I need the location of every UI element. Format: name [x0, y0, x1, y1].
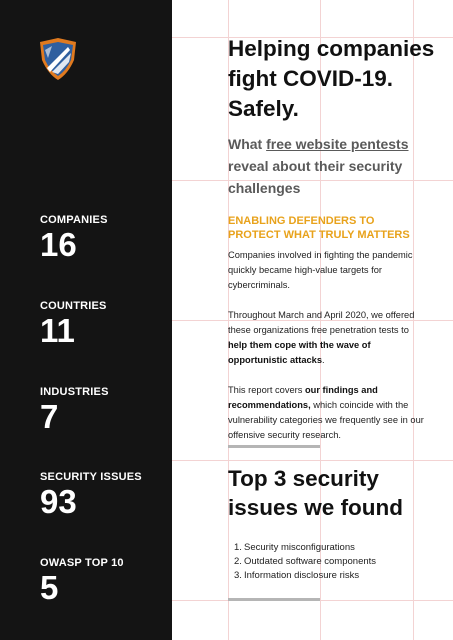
- stat-countries: [40, 300, 107, 348]
- shield-logo-icon: [38, 38, 78, 80]
- paragraph-text: which coincide with the vulnerability categories we frequently see in our offensive security research.: [228, 400, 424, 440]
- tagline: ENABLING DEFENDERS TO PROTECT WHAT TRULY MATTERS: [228, 215, 410, 241]
- paragraph: Companies involved in fighting the pandemic quickly became high-value targets for cybercriminals.: [228, 250, 413, 290]
- list-item: [234, 541, 376, 555]
- list-number: 2.: [234, 556, 242, 567]
- list-item: [234, 555, 376, 569]
- issues-list: [234, 541, 376, 583]
- stat-companies: [40, 214, 108, 262]
- stat-value: 5: [40, 569, 59, 606]
- stat-label: INDUSTRIES: [40, 386, 109, 398]
- list-number: 1.: [234, 542, 242, 553]
- stat-value: 11: [40, 312, 75, 349]
- list-text: Outdated software components: [244, 556, 377, 567]
- stat-value: 93: [40, 483, 77, 520]
- issues-heading: Top 3 security issues we found: [228, 466, 404, 520]
- page-subtitle: [228, 133, 428, 199]
- page-title: Helping companies fight COVID-19. Safely.: [228, 36, 435, 121]
- paragraph-text: .: [322, 355, 325, 365]
- subtitle-text: What: [228, 136, 267, 152]
- divider: [228, 445, 320, 448]
- intro-text: [228, 248, 424, 458]
- list-number: 3.: [234, 570, 242, 581]
- pentests-link[interactable]: free website pentests: [266, 136, 409, 152]
- stat-value: 16: [40, 226, 77, 263]
- stat-label: COUNTRIES: [40, 300, 107, 312]
- paragraph-emphasis: our findings and recommendations,: [228, 385, 378, 410]
- paragraph: [228, 308, 424, 368]
- stat-label: SECURITY ISSUES: [40, 471, 142, 483]
- paragraph-text: This report covers: [228, 385, 305, 395]
- paragraph-emphasis: help them cope with the wave of opportunistic attacks: [228, 340, 371, 365]
- list-text: Information disclosure risks: [244, 570, 360, 581]
- subtitle-text: reveal about their security challenges: [228, 158, 403, 196]
- stat-security-issues: [40, 471, 142, 519]
- stat-industries: [40, 386, 109, 434]
- stats-sidebar: [0, 0, 172, 640]
- guide-line: [172, 460, 453, 461]
- divider: [228, 598, 320, 601]
- stat-value: 7: [40, 398, 59, 435]
- stat-owasp-top-10: [40, 557, 124, 605]
- list-text: Security misconfigurations: [244, 542, 355, 553]
- stat-label: COMPANIES: [40, 214, 108, 226]
- paragraph-text: Throughout March and April 2020, we offered these organizations free penetration tests to: [228, 310, 415, 335]
- list-item: [234, 569, 376, 583]
- stat-label: OWASP TOP 10: [40, 557, 124, 569]
- paragraph: [228, 383, 424, 443]
